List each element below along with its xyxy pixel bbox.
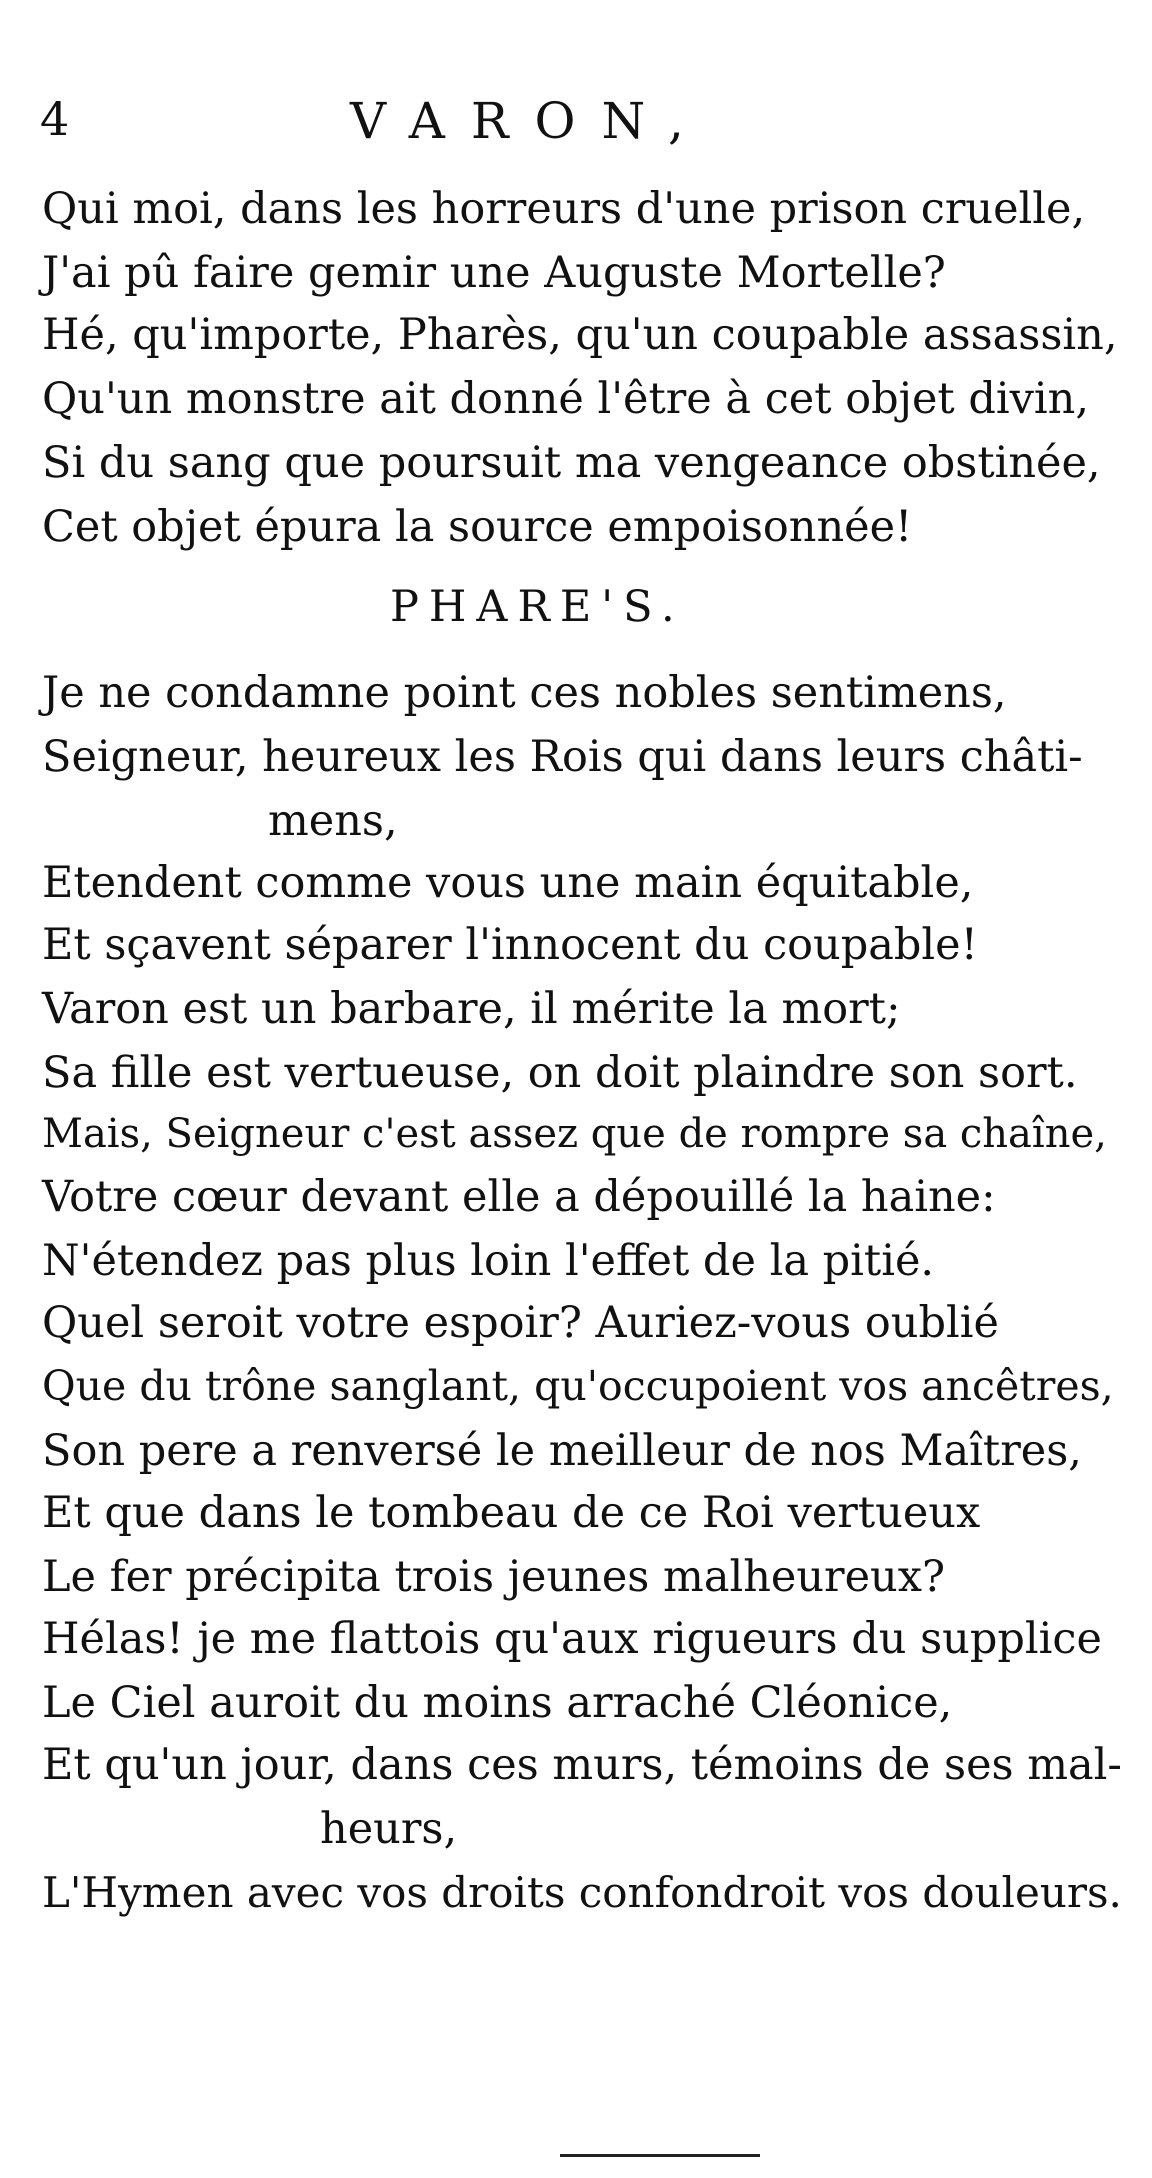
verse-line: Et qu'un jour, dans ces murs, témoins de ses mal-: [42, 1740, 1122, 1790]
verse-line: Qu'un monstre ait donné l'être à cet objet divin,: [42, 374, 1090, 424]
running-head: VARON,: [350, 92, 710, 150]
verse-line: Varon est un barbare, il mérite la mort;: [42, 984, 901, 1034]
verse-line: Mais, Seigneur c'est assez que de rompre sa chaîne,: [42, 1111, 1107, 1157]
page-header: [40, 92, 1040, 162]
verse-line: Sa fille est vertueuse, on doit plaindre son sort.: [42, 1048, 1078, 1098]
verse-line: Si du sang que poursuit ma vengeance obstinée,: [42, 438, 1101, 488]
speaker-name: PHARE'S.: [390, 582, 685, 632]
verse-line: Je ne condamne point ces nobles sentimens,: [42, 668, 1007, 718]
verse-line: N'étendez pas plus loin l'effet de la pitié.: [42, 1236, 935, 1286]
verse-line: Quel seroit votre espoir? Auriez-vous oublié: [42, 1298, 999, 1348]
verse-line: Hé, qu'importe, Pharès, qu'un coupable assassin,: [42, 310, 1118, 360]
verse-line: Et que dans le tombeau de ce Roi vertueux: [42, 1488, 981, 1538]
verse-line: Et sçavent séparer l'innocent du coupable!: [42, 920, 978, 970]
verse-line: Votre cœur devant elle a dépouillé la haine:: [42, 1172, 996, 1222]
verse-line: Hélas! je me flattois qu'aux rigueurs du supplice: [42, 1614, 1102, 1664]
verse-line: Le Ciel auroit du moins arraché Cléonice,: [42, 1678, 953, 1728]
footer-rule: [560, 2154, 760, 2157]
verse-continuation: mens,: [268, 796, 398, 846]
verse-line: Seigneur, heureux les Rois qui dans leurs châti-: [42, 732, 1083, 782]
verse-line: Qui moi, dans les horreurs d'une prison cruelle,: [42, 184, 1086, 234]
page-number: 4: [40, 92, 70, 146]
verse-line: Etendent comme vous une main équitable,: [42, 858, 974, 908]
verse-line: Son pere a renversé le meilleur de nos Maîtres,: [42, 1426, 1082, 1476]
verse-line: Le fer précipita trois jeunes malheureux?: [42, 1552, 946, 1602]
verse-line: J'ai pû faire gemir une Auguste Mortelle?: [42, 248, 946, 298]
verse-line: Que du trône sanglant, qu'occupoient vos ancêtres,: [42, 1362, 1114, 1410]
verse-continuation: heurs,: [320, 1804, 458, 1854]
verse-line: Cet objet épura la source empoisonnée!: [42, 502, 913, 552]
verse-line: L'Hymen avec vos droits confondroit vos douleurs.: [42, 1868, 1122, 1917]
